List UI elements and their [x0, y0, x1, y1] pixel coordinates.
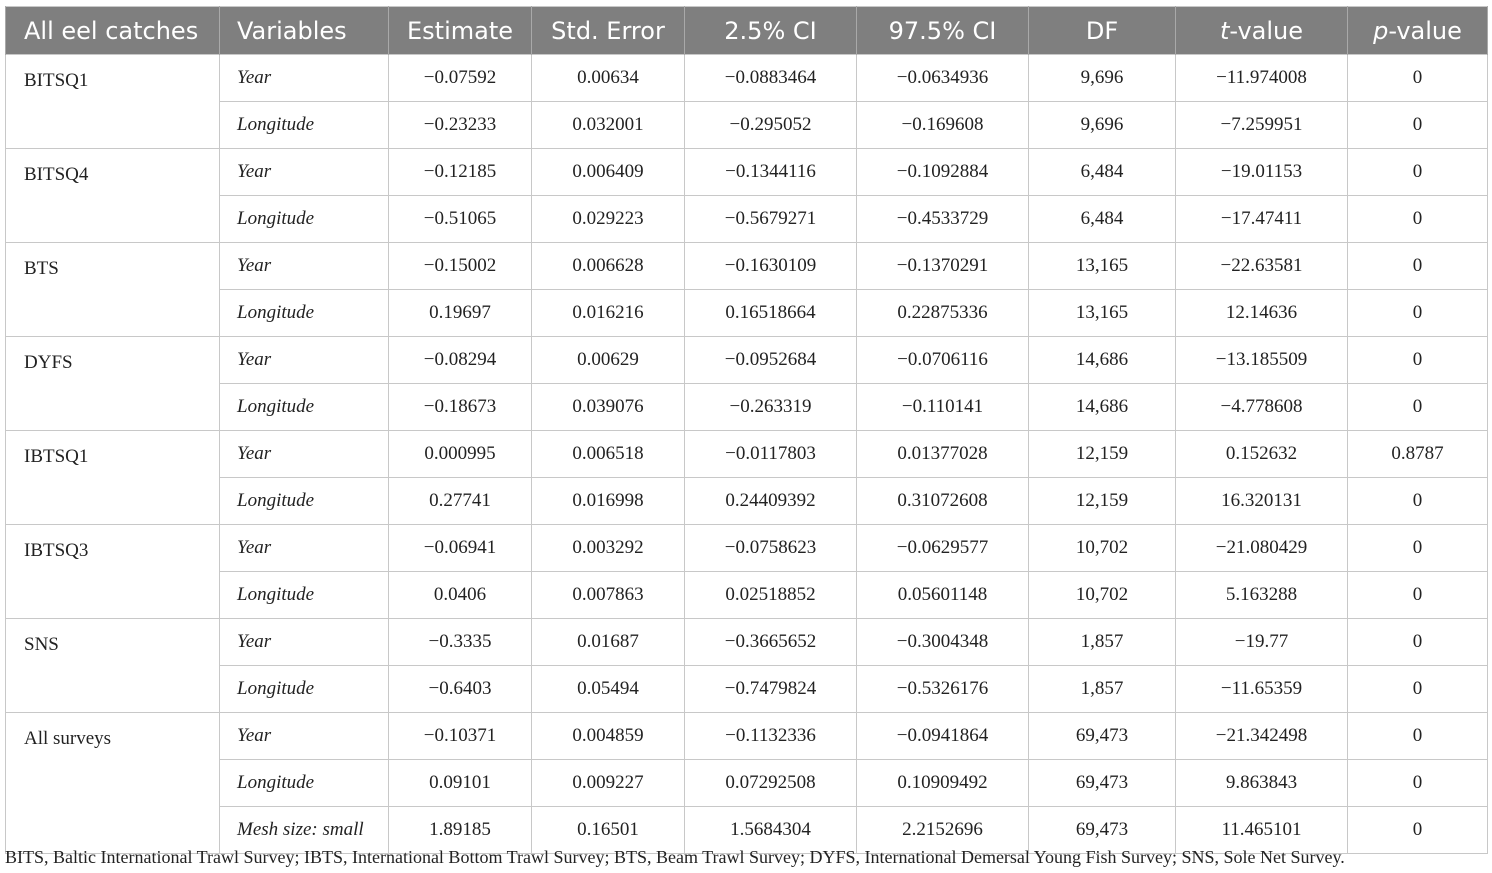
table-cell: 6,484	[1029, 149, 1176, 196]
table-cell: −0.3665652	[685, 619, 857, 666]
header-row	[6, 7, 1488, 55]
table-cell: 1.89185	[389, 807, 532, 854]
table-cell: −0.10371	[389, 713, 532, 760]
table-cell: 0.10909492	[857, 760, 1029, 807]
table-cell: −0.1132336	[685, 713, 857, 760]
table-cell: 0.016998	[532, 478, 685, 525]
column-header: p-value	[1348, 7, 1488, 55]
table-cell: 0	[1348, 760, 1488, 807]
table-cell: 0	[1348, 243, 1488, 290]
table-cell: 0.006409	[532, 149, 685, 196]
table-cell: 0.05494	[532, 666, 685, 713]
table-cell: 0	[1348, 478, 1488, 525]
table-cell: 0.01377028	[857, 431, 1029, 478]
table-row	[6, 196, 1488, 243]
table-cell: 0.22875336	[857, 290, 1029, 337]
table-cell: −0.18673	[389, 384, 532, 431]
table-cell: 9,696	[1029, 102, 1176, 149]
table-cell: 0.006628	[532, 243, 685, 290]
variable-name: Longitude	[220, 384, 389, 431]
table-cell: 0.003292	[532, 525, 685, 572]
table-cell: −0.169608	[857, 102, 1029, 149]
table-cell: −11.65359	[1176, 666, 1348, 713]
table-cell: 14,686	[1029, 337, 1176, 384]
table-cell: 0.24409392	[685, 478, 857, 525]
table-footnote: BITS, Baltic International Trawl Survey; IBTS, International Bottom Trawl Survey; BTS, Beam Trawl Survey; DYFS, International Demersal Young Fish Survey; SNS, Sole Net Survey.	[5, 847, 1345, 867]
table-cell: −21.342498	[1176, 713, 1348, 760]
table-cell: 9.863843	[1176, 760, 1348, 807]
table-cell: 0.07292508	[685, 760, 857, 807]
table-cell: 0.029223	[532, 196, 685, 243]
table-row	[6, 431, 1488, 478]
table-cell: 0.02518852	[685, 572, 857, 619]
table-row	[6, 243, 1488, 290]
table-cell: −0.23233	[389, 102, 532, 149]
table-cell: 0.006518	[532, 431, 685, 478]
table-cell: 0	[1348, 55, 1488, 102]
variable-name: Year	[220, 337, 389, 384]
table-cell: 14,686	[1029, 384, 1176, 431]
variable-name: Year	[220, 149, 389, 196]
table-cell: 0	[1348, 713, 1488, 760]
table-cell: 16.320131	[1176, 478, 1348, 525]
column-header: DF	[1029, 7, 1176, 55]
table-cell: 0.000995	[389, 431, 532, 478]
table-cell: −0.0758623	[685, 525, 857, 572]
table-cell: 0.8787	[1348, 431, 1488, 478]
table-cell: 0	[1348, 807, 1488, 854]
variable-name: Longitude	[220, 760, 389, 807]
table-cell: 0.16518664	[685, 290, 857, 337]
table-row	[6, 384, 1488, 431]
table-cell: 0.31072608	[857, 478, 1029, 525]
table-cell: −0.5326176	[857, 666, 1029, 713]
table-cell: 11.465101	[1176, 807, 1348, 854]
variable-name: Year	[220, 431, 389, 478]
table-cell: 0.00629	[532, 337, 685, 384]
table-cell: 0.039076	[532, 384, 685, 431]
table-cell: 0	[1348, 384, 1488, 431]
results-table	[5, 6, 1488, 854]
table-cell: 0.05601148	[857, 572, 1029, 619]
table-cell: 6,484	[1029, 196, 1176, 243]
column-header: 2.5% CI	[685, 7, 857, 55]
table-cell: 10,702	[1029, 572, 1176, 619]
table-cell: −0.07592	[389, 55, 532, 102]
table-cell: 0.016216	[532, 290, 685, 337]
table-cell: 0.19697	[389, 290, 532, 337]
table-cell: 0	[1348, 290, 1488, 337]
column-header: Variables	[220, 7, 389, 55]
table-cell: 0	[1348, 666, 1488, 713]
table-cell: 0.004859	[532, 713, 685, 760]
table-cell: −0.1370291	[857, 243, 1029, 290]
table-cell: 0	[1348, 619, 1488, 666]
table-cell: 0.27741	[389, 478, 532, 525]
column-header: Std. Error	[532, 7, 685, 55]
table-cell: −7.259951	[1176, 102, 1348, 149]
table-cell: −0.12185	[389, 149, 532, 196]
survey-name: IBTSQ1	[6, 431, 220, 525]
table-cell: −0.4533729	[857, 196, 1029, 243]
table-cell: −0.1630109	[685, 243, 857, 290]
table-cell: −0.5679271	[685, 196, 857, 243]
table-cell: 2.2152696	[857, 807, 1029, 854]
table-cell: 0	[1348, 196, 1488, 243]
survey-name: IBTSQ3	[6, 525, 220, 619]
column-header: 97.5% CI	[857, 7, 1029, 55]
table-cell: −13.185509	[1176, 337, 1348, 384]
table-row	[6, 337, 1488, 384]
variable-name: Year	[220, 713, 389, 760]
column-header: t-value	[1176, 7, 1348, 55]
table-cell: 0.0406	[389, 572, 532, 619]
table-row	[6, 149, 1488, 196]
table-cell: −0.0706116	[857, 337, 1029, 384]
table-cell: 1,857	[1029, 666, 1176, 713]
table-cell: −0.15002	[389, 243, 532, 290]
table-cell: 0	[1348, 102, 1488, 149]
table-cell: −0.51065	[389, 196, 532, 243]
table-cell: −11.974008	[1176, 55, 1348, 102]
table-cell: −21.080429	[1176, 525, 1348, 572]
column-header: All eel catches	[6, 7, 220, 55]
table-cell: −0.0941864	[857, 713, 1029, 760]
table-cell: 13,165	[1029, 243, 1176, 290]
table-row	[6, 619, 1488, 666]
table-cell: 12,159	[1029, 431, 1176, 478]
table-cell: −19.77	[1176, 619, 1348, 666]
table-cell: −0.7479824	[685, 666, 857, 713]
variable-name: Year	[220, 525, 389, 572]
table-cell: 10,702	[1029, 525, 1176, 572]
table-cell: 0.152632	[1176, 431, 1348, 478]
table-row	[6, 55, 1488, 102]
table-row	[6, 102, 1488, 149]
table-cell: −0.0952684	[685, 337, 857, 384]
table-cell: 0	[1348, 337, 1488, 384]
table-cell: −0.0117803	[685, 431, 857, 478]
table-cell: −0.263319	[685, 384, 857, 431]
table-cell: 0	[1348, 572, 1488, 619]
table-cell: −0.110141	[857, 384, 1029, 431]
variable-name: Longitude	[220, 478, 389, 525]
table-cell: −4.778608	[1176, 384, 1348, 431]
table-cell: −0.08294	[389, 337, 532, 384]
table-cell: −0.295052	[685, 102, 857, 149]
table-cell: −0.06941	[389, 525, 532, 572]
table-cell: 0.009227	[532, 760, 685, 807]
survey-name: BTS	[6, 243, 220, 337]
table-cell: 1.5684304	[685, 807, 857, 854]
table-cell: 0	[1348, 525, 1488, 572]
variable-name: Longitude	[220, 666, 389, 713]
table-row	[6, 290, 1488, 337]
table-cell: 69,473	[1029, 713, 1176, 760]
table-cell: 69,473	[1029, 760, 1176, 807]
table-row	[6, 525, 1488, 572]
table-row	[6, 572, 1488, 619]
table-row	[6, 713, 1488, 760]
table-cell: −0.0883464	[685, 55, 857, 102]
table-row	[6, 666, 1488, 713]
table-cell: −17.47411	[1176, 196, 1348, 243]
table-cell: −0.0634936	[857, 55, 1029, 102]
table-cell: 0.09101	[389, 760, 532, 807]
table-cell: −19.01153	[1176, 149, 1348, 196]
table-cell: −0.3004348	[857, 619, 1029, 666]
variable-name: Mesh size: small	[220, 807, 389, 854]
survey-name: BITSQ1	[6, 55, 220, 149]
table-cell: 5.163288	[1176, 572, 1348, 619]
variable-name: Longitude	[220, 290, 389, 337]
variable-name: Longitude	[220, 572, 389, 619]
table-cell: 0.007863	[532, 572, 685, 619]
table-row	[6, 760, 1488, 807]
survey-name: BITSQ4	[6, 149, 220, 243]
variable-name: Year	[220, 55, 389, 102]
table-cell: −0.0629577	[857, 525, 1029, 572]
table-cell: 0.16501	[532, 807, 685, 854]
table-cell: 1,857	[1029, 619, 1176, 666]
table-cell: 12.14636	[1176, 290, 1348, 337]
table-cell: 69,473	[1029, 807, 1176, 854]
table-cell: 0.01687	[532, 619, 685, 666]
table-cell: 0.032001	[532, 102, 685, 149]
variable-name: Longitude	[220, 102, 389, 149]
survey-name: All surveys	[6, 713, 220, 854]
table-row	[6, 478, 1488, 525]
variable-name: Longitude	[220, 196, 389, 243]
variable-name: Year	[220, 243, 389, 290]
table-cell: 9,696	[1029, 55, 1176, 102]
table-cell: 12,159	[1029, 478, 1176, 525]
table-cell: −0.1092884	[857, 149, 1029, 196]
table-cell: 13,165	[1029, 290, 1176, 337]
table-cell: 0.00634	[532, 55, 685, 102]
table-cell: −0.6403	[389, 666, 532, 713]
table-cell: −0.3335	[389, 619, 532, 666]
survey-name: SNS	[6, 619, 220, 713]
variable-name: Year	[220, 619, 389, 666]
survey-name: DYFS	[6, 337, 220, 431]
column-header: Estimate	[389, 7, 532, 55]
table-cell: 0	[1348, 149, 1488, 196]
table-cell: −0.1344116	[685, 149, 857, 196]
table-cell: −22.63581	[1176, 243, 1348, 290]
